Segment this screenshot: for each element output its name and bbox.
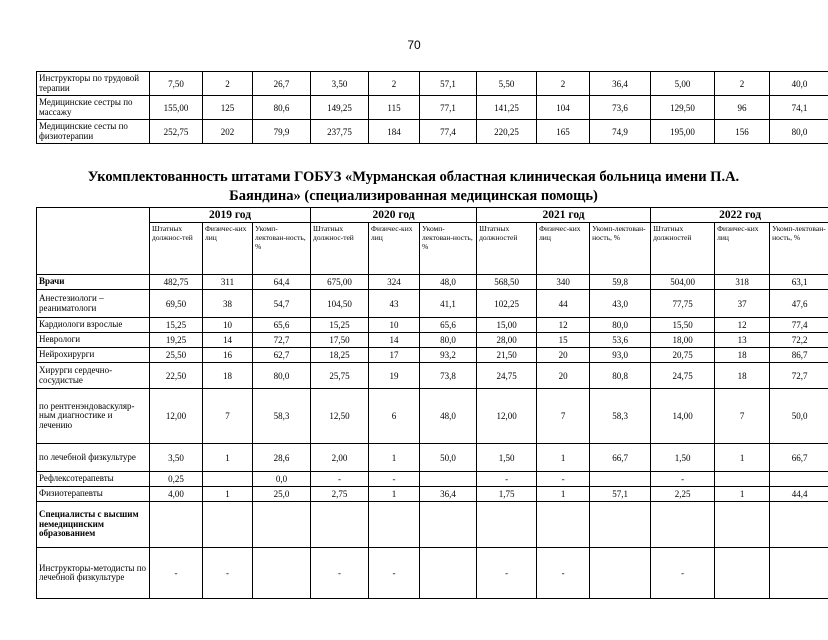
table-cell: 80,6 <box>253 96 311 120</box>
table-cell: 80,0 <box>253 363 311 389</box>
page-number: 70 <box>407 38 421 52</box>
table-cell: 1,50 <box>477 444 537 472</box>
table-cell: 72,7 <box>253 333 311 348</box>
table-cell: 72,7 <box>770 363 828 389</box>
table-cell: 318 <box>715 275 770 290</box>
table-cell: 65,6 <box>420 318 477 333</box>
table-cell: 48,0 <box>420 389 477 444</box>
table-cell <box>203 472 253 487</box>
table-cell: 12,50 <box>311 389 369 444</box>
table-cell: 4,00 <box>150 487 203 502</box>
table-cell: 1 <box>369 487 420 502</box>
table-cell: 69,50 <box>150 290 203 318</box>
table-cell: 86,7 <box>770 348 828 363</box>
table-row <box>37 502 828 548</box>
table-cell <box>715 548 770 599</box>
table-cell: 18 <box>203 363 253 389</box>
table-cell: 202 <box>203 120 253 144</box>
table-cell: 5,00 <box>651 72 715 96</box>
column-subheader: Укомп-лектован-ность, % <box>420 223 477 275</box>
heading-line-2: Баяндина» (специализированная медицинская помощь) <box>229 188 598 204</box>
table-cell: 12 <box>537 318 590 333</box>
table-cell: 195,00 <box>651 120 715 144</box>
table-cell: 15,25 <box>311 318 369 333</box>
table-cell: 26,7 <box>253 72 311 96</box>
year-header-row <box>37 208 828 223</box>
column-subheader: Физичес-ких лиц <box>203 223 253 275</box>
table-cell: 40,0 <box>770 72 828 96</box>
table-cell: 64,4 <box>253 275 311 290</box>
table-cell: 44,4 <box>770 487 828 502</box>
table-cell: 44 <box>537 290 590 318</box>
table-row <box>37 444 828 472</box>
table-cell: 7 <box>203 389 253 444</box>
table-cell: 74,1 <box>770 96 828 120</box>
row-label: Медицинские сесты по физиотерапии <box>37 120 150 144</box>
top-continuation-table <box>36 71 828 144</box>
table-cell: 36,4 <box>590 72 651 96</box>
year-2020-header: 2020 год <box>311 208 477 223</box>
table-cell <box>420 472 477 487</box>
table-cell: 165 <box>537 120 590 144</box>
table-cell: 43,0 <box>590 290 651 318</box>
table-cell: 155,00 <box>150 96 203 120</box>
table-cell: 54,7 <box>253 290 311 318</box>
row-label: по рентгенэндоваскуляр-ным диагностике и лечению <box>37 389 150 444</box>
table-cell: 20,75 <box>651 348 715 363</box>
column-subheader: Укомп-лектован-ность, % <box>770 223 828 275</box>
table-cell <box>715 502 770 548</box>
table-row <box>37 487 828 502</box>
table-cell: 2,25 <box>651 487 715 502</box>
table-cell: 73,6 <box>590 96 651 120</box>
table-row <box>37 389 828 444</box>
table-cell: 15,25 <box>150 318 203 333</box>
table-cell <box>369 502 420 548</box>
table-cell: 57,1 <box>420 72 477 96</box>
table-cell: 62,7 <box>253 348 311 363</box>
year-2019-header: 2019 год <box>150 208 311 223</box>
table-cell: 2 <box>203 72 253 96</box>
table-cell: 129,50 <box>651 96 715 120</box>
table-cell <box>420 502 477 548</box>
table-cell: 12,00 <box>150 389 203 444</box>
table-cell: 53,6 <box>590 333 651 348</box>
table-cell: 80,8 <box>590 363 651 389</box>
table-cell: 1 <box>537 487 590 502</box>
table-row <box>37 363 828 389</box>
table-cell: 59,8 <box>590 275 651 290</box>
row-label: Нейрохирурги <box>37 348 150 363</box>
heading-line-1: Укомплектованность штатами ГОБУЗ «Мурманская областная клиническая больница имени П.А. <box>87 169 740 185</box>
row-label: Кардиологи взрослые <box>37 318 150 333</box>
table-row <box>37 290 828 318</box>
table-cell: 18,00 <box>651 333 715 348</box>
table-row <box>37 318 828 333</box>
table-cell: 504,00 <box>651 275 715 290</box>
table-cell: 24,75 <box>477 363 537 389</box>
table-cell <box>651 502 715 548</box>
table-cell: 6 <box>369 389 420 444</box>
table-cell: 12,00 <box>477 389 537 444</box>
table-cell <box>253 548 311 599</box>
row-label: Рефлексотерапевты <box>37 472 150 487</box>
table-row <box>37 96 828 120</box>
table-row <box>37 120 828 144</box>
label-header-cell <box>37 208 150 275</box>
table-cell: - <box>150 548 203 599</box>
table-cell: 72,2 <box>770 333 828 348</box>
table-cell: 7 <box>537 389 590 444</box>
table-cell: 2,75 <box>311 487 369 502</box>
table-cell: 20 <box>537 348 590 363</box>
table-cell: 10 <box>369 318 420 333</box>
table-cell: 1 <box>537 444 590 472</box>
row-label: Специалисты с высшим немедицинским образованием <box>37 502 150 548</box>
table-cell: 324 <box>369 275 420 290</box>
table-cell: 17,50 <box>311 333 369 348</box>
table-cell: 22,50 <box>150 363 203 389</box>
table-cell: 25,75 <box>311 363 369 389</box>
table-cell <box>420 548 477 599</box>
row-label: Неврологи <box>37 333 150 348</box>
table-cell: 2 <box>369 72 420 96</box>
table-cell: - <box>651 472 715 487</box>
table-cell <box>477 502 537 548</box>
table-cell: 1,50 <box>651 444 715 472</box>
staffing-table <box>36 207 828 599</box>
column-subheader: Физичес-ких лиц <box>715 223 770 275</box>
table-cell: 28,6 <box>253 444 311 472</box>
table-cell: 14,00 <box>651 389 715 444</box>
table-cell: - <box>651 548 715 599</box>
table-cell <box>590 472 651 487</box>
table-cell: 0,25 <box>150 472 203 487</box>
table-cell: 13 <box>715 333 770 348</box>
table-cell: 17 <box>369 348 420 363</box>
table-cell: 7,50 <box>150 72 203 96</box>
column-subheader: Физичес-ких лиц <box>369 223 420 275</box>
table-cell: 93,2 <box>420 348 477 363</box>
table-cell: 25,50 <box>150 348 203 363</box>
row-label: Врачи <box>37 275 150 290</box>
table-cell: 3,50 <box>311 72 369 96</box>
table-cell: 149,25 <box>311 96 369 120</box>
table-cell: 2,00 <box>311 444 369 472</box>
table-cell: 1 <box>203 487 253 502</box>
column-subheader: Физичес-ких лиц <box>537 223 590 275</box>
table-cell <box>590 548 651 599</box>
table-cell: 73,8 <box>420 363 477 389</box>
table-cell: 19,25 <box>150 333 203 348</box>
table-row <box>37 548 828 599</box>
table-cell <box>715 472 770 487</box>
table-cell: 16 <box>203 348 253 363</box>
table-cell: 2 <box>715 72 770 96</box>
table-cell: - <box>203 548 253 599</box>
table-cell: 3,50 <box>150 444 203 472</box>
column-subheader: Штатных должнос-тей <box>150 223 203 275</box>
table-cell: 36,4 <box>420 487 477 502</box>
table-cell: - <box>369 472 420 487</box>
table-cell <box>590 502 651 548</box>
table-row <box>37 348 828 363</box>
table-cell: 18,25 <box>311 348 369 363</box>
table-cell: 43 <box>369 290 420 318</box>
row-label: Физиотерапевты <box>37 487 150 502</box>
table-cell: 0,0 <box>253 472 311 487</box>
table-cell: 104,50 <box>311 290 369 318</box>
table-cell: 28,00 <box>477 333 537 348</box>
table-cell: 1 <box>715 487 770 502</box>
table-cell: - <box>537 472 590 487</box>
table-cell: 66,7 <box>590 444 651 472</box>
table-cell: 252,75 <box>150 120 203 144</box>
column-subheader: Штатных должностей <box>477 223 537 275</box>
table-cell: - <box>311 472 369 487</box>
table-cell: 50,0 <box>420 444 477 472</box>
table-cell: 37 <box>715 290 770 318</box>
table-row <box>37 472 828 487</box>
table-cell <box>311 502 369 548</box>
table-cell: 80,0 <box>590 318 651 333</box>
table-cell: 63,1 <box>770 275 828 290</box>
table-cell: 15,50 <box>651 318 715 333</box>
table-cell: 15 <box>537 333 590 348</box>
table-cell: - <box>537 548 590 599</box>
table-cell: 568,50 <box>477 275 537 290</box>
table-cell: 18 <box>715 363 770 389</box>
table-cell: 7 <box>715 389 770 444</box>
table-cell: 675,00 <box>311 275 369 290</box>
table-cell: 93,0 <box>590 348 651 363</box>
table-cell: - <box>477 548 537 599</box>
table-cell: 41,1 <box>420 290 477 318</box>
table-cell: 38 <box>203 290 253 318</box>
table-cell <box>203 502 253 548</box>
table-cell <box>770 548 828 599</box>
row-label: Инструкторы по трудовой терапии <box>37 72 150 96</box>
column-subheader: Штатных должнос-тей <box>311 223 369 275</box>
year-2021-header: 2021 год <box>477 208 651 223</box>
subheader-row <box>37 223 828 275</box>
table-cell: 48,0 <box>420 275 477 290</box>
table-cell: 15,00 <box>477 318 537 333</box>
table-cell: 58,3 <box>253 389 311 444</box>
table-cell: 66,7 <box>770 444 828 472</box>
table-cell: 125 <box>203 96 253 120</box>
table-cell: 1,75 <box>477 487 537 502</box>
table-row <box>37 72 828 96</box>
table-cell: 19 <box>369 363 420 389</box>
table-cell: 25,0 <box>253 487 311 502</box>
table-cell: - <box>369 548 420 599</box>
table-cell: 237,75 <box>311 120 369 144</box>
table-cell: 14 <box>369 333 420 348</box>
row-label: Хирурги сердечно-сосудистые <box>37 363 150 389</box>
table-cell <box>253 502 311 548</box>
table-cell: - <box>477 472 537 487</box>
table-cell: 311 <box>203 275 253 290</box>
table-cell: 20 <box>537 363 590 389</box>
table-cell: 79,9 <box>253 120 311 144</box>
table-cell: 65,6 <box>253 318 311 333</box>
column-subheader: Штатных должностей <box>651 223 715 275</box>
table-cell: 141,25 <box>477 96 537 120</box>
table-cell: 10 <box>203 318 253 333</box>
table-cell <box>770 502 828 548</box>
table-row <box>37 333 828 348</box>
table-cell: 115 <box>369 96 420 120</box>
table-cell <box>537 502 590 548</box>
table-cell: 1 <box>715 444 770 472</box>
row-label: Анестезиологи – реаниматологи <box>37 290 150 318</box>
table-cell: 220,25 <box>477 120 537 144</box>
table-cell: 80,0 <box>770 120 828 144</box>
table-cell: 96 <box>715 96 770 120</box>
table-cell: 156 <box>715 120 770 144</box>
table-cell: - <box>311 548 369 599</box>
table-cell: 21,50 <box>477 348 537 363</box>
table-row <box>37 275 828 290</box>
table-cell: 1 <box>203 444 253 472</box>
table-cell: 14 <box>203 333 253 348</box>
table-cell: 2 <box>537 72 590 96</box>
table-cell: 482,75 <box>150 275 203 290</box>
table-cell: 50,0 <box>770 389 828 444</box>
table-cell: 74,9 <box>590 120 651 144</box>
table-cell: 18 <box>715 348 770 363</box>
table-cell: 57,1 <box>590 487 651 502</box>
table-cell: 77,4 <box>770 318 828 333</box>
table-cell: 77,4 <box>420 120 477 144</box>
table-cell <box>770 472 828 487</box>
table-cell: 5,50 <box>477 72 537 96</box>
table-cell: 102,25 <box>477 290 537 318</box>
table-cell: 24,75 <box>651 363 715 389</box>
table-cell: 340 <box>537 275 590 290</box>
row-label: по лечебной физкультуре <box>37 444 150 472</box>
row-label: Инструкторы-методисты по лечебной физкультуре <box>37 548 150 599</box>
table-cell: 58,3 <box>590 389 651 444</box>
table-heading <box>36 168 791 206</box>
column-subheader: Укомп-лектован-ность, % <box>590 223 651 275</box>
table-cell: 47,6 <box>770 290 828 318</box>
table-cell: 1 <box>369 444 420 472</box>
table-cell: 104 <box>537 96 590 120</box>
table-cell: 77,1 <box>420 96 477 120</box>
column-subheader: Укомп-лектован-ность, % <box>253 223 311 275</box>
table-cell <box>150 502 203 548</box>
table-cell: 77,75 <box>651 290 715 318</box>
table-cell: 12 <box>715 318 770 333</box>
row-label: Медицинские сестры по массажу <box>37 96 150 120</box>
table-cell: 80,0 <box>420 333 477 348</box>
table-cell: 184 <box>369 120 420 144</box>
year-2022-header: 2022 год <box>651 208 828 223</box>
